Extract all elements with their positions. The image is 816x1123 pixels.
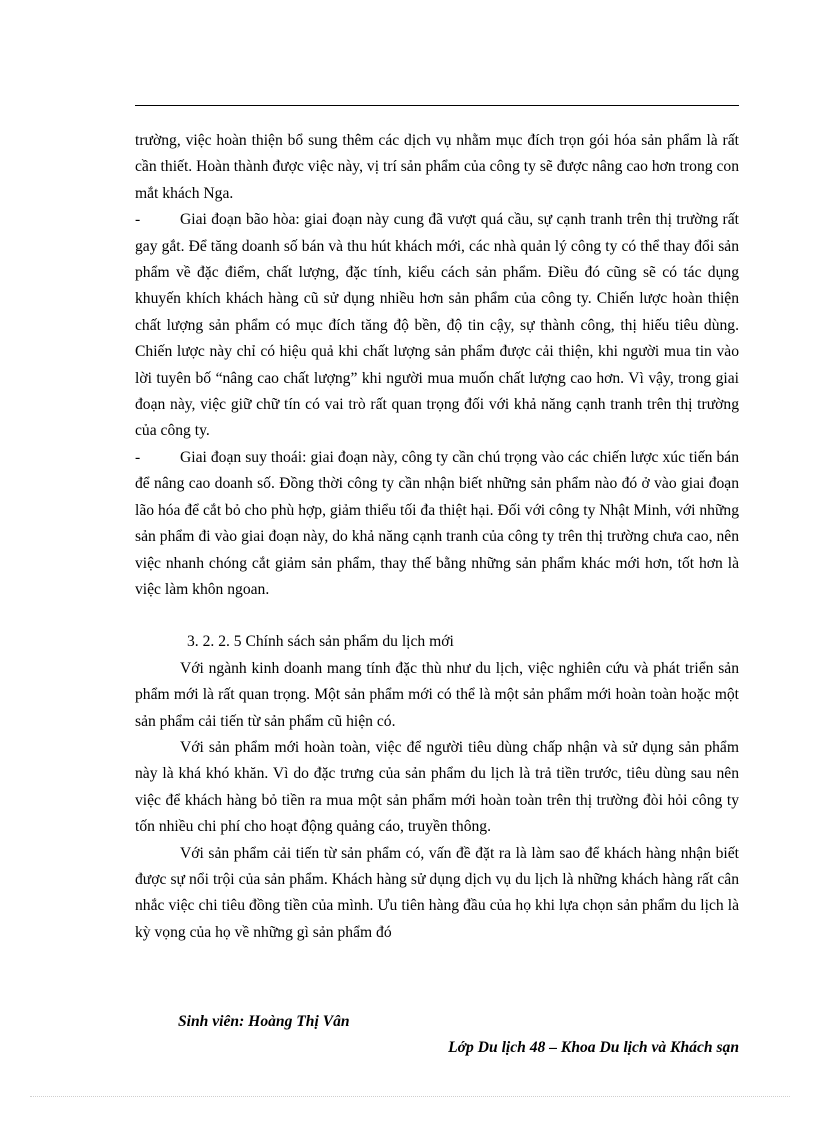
paragraph-saturation-stage xyxy=(135,207,739,445)
paragraph-improved-product: Với sản phẩm cải tiến từ sản phẩm có, vấn đề đặt ra là làm sao để khách hàng nhận biết được sự nổi trội của sản phẩm. Khách hàng sử dụng dịch vụ du lịch là những khách hàng rất cân nhắc việc chi tiêu đồng tiền của mình. Ưu tiên hàng đầu của họ khi lựa chọn sản phẩm du lịch là kỳ vọng của họ về những gì sản phẩm đó xyxy=(135,844,739,941)
paragraph-decline-text: Giai đoạn suy thoái: giai đoạn này, công ty cần chú trọng vào các chiến lược xúc tiến bán để nâng cao doanh số. Đồng thời công ty cần nhận biết những sản phẩm nào đó ở vào giai đoạn lão hóa để cắt bỏ cho phù hợp, giảm thiểu tối đa thiệt hại. Đối với công ty Nhật Minh, với những sản phẩm đi vào giai đoạn này, do khả năng cạnh tranh của công ty trên thị trường chưa cao, nên việc nhanh chóng cắt giảm sản phẩm, thay thế bằng những sản phẩm khác mới hơn, tốt hơn là việc làm khôn ngoan. xyxy=(135,448,739,598)
paragraph-saturation-text: Giai đoạn bão hòa: giai đoạn này cung đã vượt quá cầu, sự cạnh tranh trên thị trường rất gay gắt. Để tăng doanh số bán và thu hút khách mới, các nhà quản lý công ty có thể thay đổi sản phẩm về đặc điểm, chất lượng, đặc tính, kiểu cách sản phẩm. Điều đó cũng sẽ có tác dụng khuyến khích khách hàng cũ sử dụng nhiều hơn sản phẩm của công ty. Chiến lược hoàn thiện chất lượng sản phẩm có mục đích tăng độ bền, độ tin cậy, sự thành công, thị hiếu tiêu dùng. Chiến lược này chỉ có hiệu quả khi chất lượng sản phẩm được cải thiện, khi người mua tin vào lời tuyên bố “nâng cao chất lượng” khi người mua muốn chất lượng cao hơn. Vì vậy, trong giai đoạn này, việc giữ chữ tín có vai trò rất quan trọng đối với khả năng cạnh tranh trên thị trường của công ty. xyxy=(135,211,739,440)
header-rule xyxy=(135,105,739,106)
paragraph-new-product-intro: Với ngành kinh doanh mang tính đặc thù như du lịch, việc nghiên cứu và phát triển sản phẩm mới là rất quan trọng. Một sản phẩm mới có thể là một sản phẩm mới hoàn toàn hoặc một sản phẩm cải tiến từ sản phẩm cũ hiện có. xyxy=(135,659,739,730)
student-signature: Sinh viên: Hoàng Thị Vân xyxy=(178,1013,350,1030)
paragraph-continuation: trường, việc hoàn thiện bổ sung thêm các dịch vụ nhằm mục đích trọn gói hóa sản phẩm là rất cần thiết. Hoàn thành được việc này, vị trí sản phẩm của công ty sẽ được nâng cao hơn trong con mắt khách Nga. xyxy=(135,132,739,202)
list-dash: - xyxy=(135,448,141,466)
paragraph-completely-new: Với sản phẩm mới hoàn toàn, việc để người tiêu dùng chấp nhận và sử dụng sản phẩm này là khá khó khăn. Vì do đặc trưng của sản phẩm du lịch là trả tiền trước, tiêu dùng sau nên việc để khách hàng bỏ tiền ra mua một sản phẩm mới hoàn toàn trên thị trường đòi hỏi công ty tốn nhiều chi phí cho hoạt động quảng cáo, truyền thông. xyxy=(135,738,739,836)
body-text xyxy=(135,128,739,946)
list-dash: - xyxy=(135,211,141,229)
section-heading: 3. 2. 2. 5 Chính sách sản phẩm du lịch mới xyxy=(187,633,454,651)
page-footer: Lớp Du lịch 48 – Khoa Du lịch và Khách sạn xyxy=(448,1039,739,1056)
paragraph-decline-stage xyxy=(135,445,739,603)
spacer xyxy=(135,603,739,629)
page-bottom-border xyxy=(30,1096,790,1097)
